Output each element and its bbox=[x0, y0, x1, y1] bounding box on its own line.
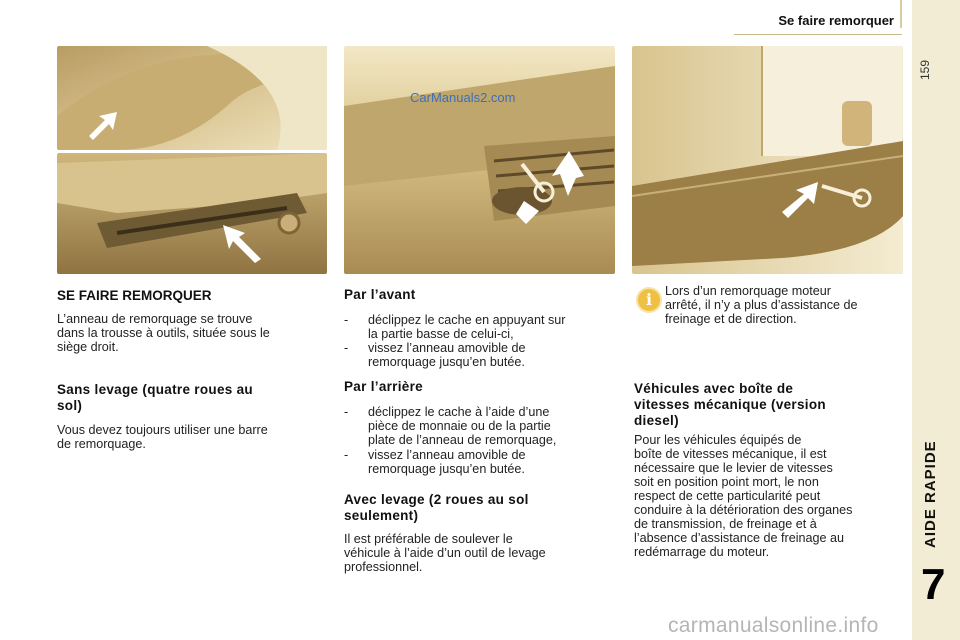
watermark-text: CarManuals2.com bbox=[410, 90, 516, 105]
text-line: L’anneau de remorquage se trouve bbox=[57, 312, 253, 326]
heading-line: diesel) bbox=[634, 413, 679, 428]
bullet-dash: - bbox=[344, 313, 349, 327]
rear-bullet-1 bbox=[344, 405, 619, 447]
front-bullet-2 bbox=[344, 341, 619, 369]
chapter-tab-label: AIDE RAPIDE bbox=[922, 440, 939, 548]
text-line: remorquage jusqu’en butée. bbox=[368, 462, 525, 476]
front-heading: Par l’avant bbox=[344, 287, 416, 302]
text-line: soit en position point mort, le non bbox=[634, 475, 819, 489]
text-line: nécessaire que le levier de vitesses bbox=[634, 461, 833, 475]
info-icon: i bbox=[638, 289, 660, 311]
manual-gearbox-paragraph bbox=[634, 433, 909, 559]
front-bullet-1 bbox=[344, 313, 619, 341]
text-line: déclippez le cache en appuyant sur bbox=[368, 313, 566, 327]
text-line: freinage et de direction. bbox=[665, 312, 797, 326]
rear-heading: Par l’arrière bbox=[344, 379, 423, 394]
text-line: arrêté, il n’y a plus d’assistance de bbox=[665, 298, 858, 312]
text-line: professionnel. bbox=[344, 560, 423, 574]
front-bumper-illustration bbox=[344, 46, 615, 274]
heading-line: Avec levage (2 roues au sol bbox=[344, 492, 529, 507]
page-header-title: Se faire remorquer bbox=[778, 13, 894, 28]
bullet-dash: - bbox=[344, 405, 349, 419]
heading-line: vitesses mécanique (version bbox=[634, 397, 826, 412]
text-line: la partie basse de celui-ci, bbox=[368, 327, 514, 341]
text-line: déclippez le cache à l’aide d’une bbox=[368, 405, 550, 419]
rear-bumper-illustration bbox=[632, 46, 903, 274]
heading-line: Véhicules avec boîte de bbox=[634, 381, 794, 396]
text-line: plate de l’anneau de remorquage, bbox=[368, 433, 557, 447]
lift-heading bbox=[344, 492, 619, 524]
text-line: siège droit. bbox=[57, 340, 119, 354]
text-line: boîte de vitesses mécanique, il est bbox=[634, 447, 827, 461]
text-line: de transmission, de freinage et à bbox=[634, 517, 817, 531]
page-number: 159 bbox=[918, 59, 932, 80]
text-line: pièce de monnaie ou de la partie bbox=[368, 419, 551, 433]
text-line: dans la trousse à outils, située sous le bbox=[57, 326, 270, 340]
no-lift-heading bbox=[57, 382, 327, 414]
bullet-dash: - bbox=[344, 448, 349, 462]
footer-watermark: carmanualsonline.info bbox=[668, 614, 879, 637]
seat-illustration-top bbox=[57, 46, 327, 150]
header-vertical-rule bbox=[900, 0, 902, 28]
section-title: SE FAIRE REMORQUER bbox=[57, 288, 212, 303]
lift-paragraph bbox=[344, 532, 619, 574]
text-line: véhicule à l’aide d’un outil de levage bbox=[344, 546, 546, 560]
text-line: Lors d’un remorquage moteur bbox=[665, 284, 831, 298]
rear-bullet-2 bbox=[344, 448, 619, 476]
text-line: conduire à la détérioration des organes bbox=[634, 503, 853, 517]
heading-line: Sans levage (quatre roues au bbox=[57, 382, 253, 397]
heading-line: seulement) bbox=[344, 508, 419, 523]
header-divider bbox=[734, 34, 902, 35]
chapter-number: 7 bbox=[921, 560, 946, 609]
text-line: l’absence d’assistance de freinage au bbox=[634, 531, 845, 545]
intro-paragraph bbox=[57, 312, 327, 354]
text-line: vissez l’anneau amovible de bbox=[368, 448, 526, 462]
text-line: Il est préférable de soulever le bbox=[344, 532, 513, 546]
text-line: de remorquage. bbox=[57, 437, 146, 451]
text-line: respect de cette particularité peut bbox=[634, 489, 821, 503]
no-lift-paragraph bbox=[57, 423, 327, 451]
bullet-dash: - bbox=[344, 341, 349, 355]
heading-line: sol) bbox=[57, 398, 83, 413]
text-line: remorquage jusqu’en butée. bbox=[368, 355, 525, 369]
text-line: Vous devez toujours utiliser une barre bbox=[57, 423, 268, 437]
info-note bbox=[665, 284, 905, 326]
text-line: redémarrage du moteur. bbox=[634, 545, 770, 559]
seat-illustration-bottom bbox=[57, 153, 327, 274]
text-line: Pour les véhicules équipés de bbox=[634, 433, 802, 447]
manual-gearbox-heading bbox=[634, 381, 904, 429]
text-line: vissez l’anneau amovible de bbox=[368, 341, 526, 355]
